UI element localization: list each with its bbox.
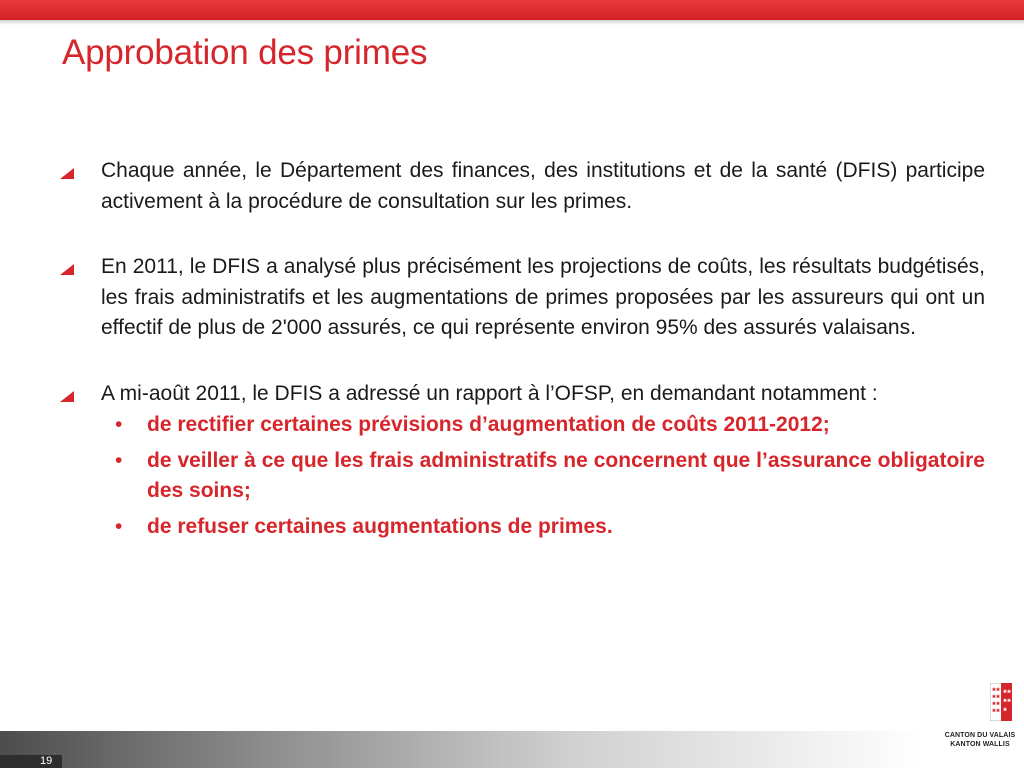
dot-bullet-icon: • [115,514,123,538]
sub-bullet-text: de rectifier certaines prévisions d’augmentation de coûts 2011-2012; [147,413,830,436]
sub-bullet-text: de refuser certaines augmentations de primes. [147,514,613,538]
sub-bullet-text: de veiller à ce que les frais administratifs ne concernent que l’assurance obligatoire des soins; [147,448,985,502]
dot-bullet-icon: • [115,448,123,472]
bullet-item [60,252,985,344]
triangle-bullet-icon [60,391,74,402]
triangle-bullet-icon [60,264,74,275]
logo-line-1: CANTON DU VALAIS [944,732,1016,739]
sub-bullet-item [101,446,985,507]
valais-shield-icon [990,683,1012,721]
triangle-bullet-icon [60,168,74,179]
dot-bullet-icon: • [115,413,123,436]
bullet-text: En 2011, le DFIS a analysé plus précisément les projections de coûts, les résultats budgétisés, les frais administratifs et les augmentations de primes proposées par les assureurs qui ont un effectif de plus de 2'000 assurés, ce qui représente environ 95% des assurés valaisans. [101,255,985,339]
bullet-item [60,379,985,543]
page-number: 19 [40,755,53,767]
page-number-box [0,755,62,768]
sub-bullet-item [101,512,985,543]
top-red-bar [0,0,1024,20]
sub-bullet-item [101,410,985,441]
slide-title: Approbation des primes [62,33,428,72]
logo-text [940,731,1020,749]
bullet-item [60,156,985,217]
bullet-text: A mi-août 2011, le DFIS a adressé un rapport à l’OFSP, en demandant notamment : [101,381,878,405]
slide-content [60,156,985,547]
sub-bullet-list [101,410,985,542]
top-bar-shadow [0,20,1024,25]
bullet-text: Chaque année, le Département des finances, des institutions et de la santé (DFIS) participe activement à la procédure de consultation sur les primes. [101,159,985,213]
footer-gradient-bar [0,731,1024,768]
logo-line-2: KANTON WALLIS [950,741,1010,748]
canton-logo [940,683,1020,753]
